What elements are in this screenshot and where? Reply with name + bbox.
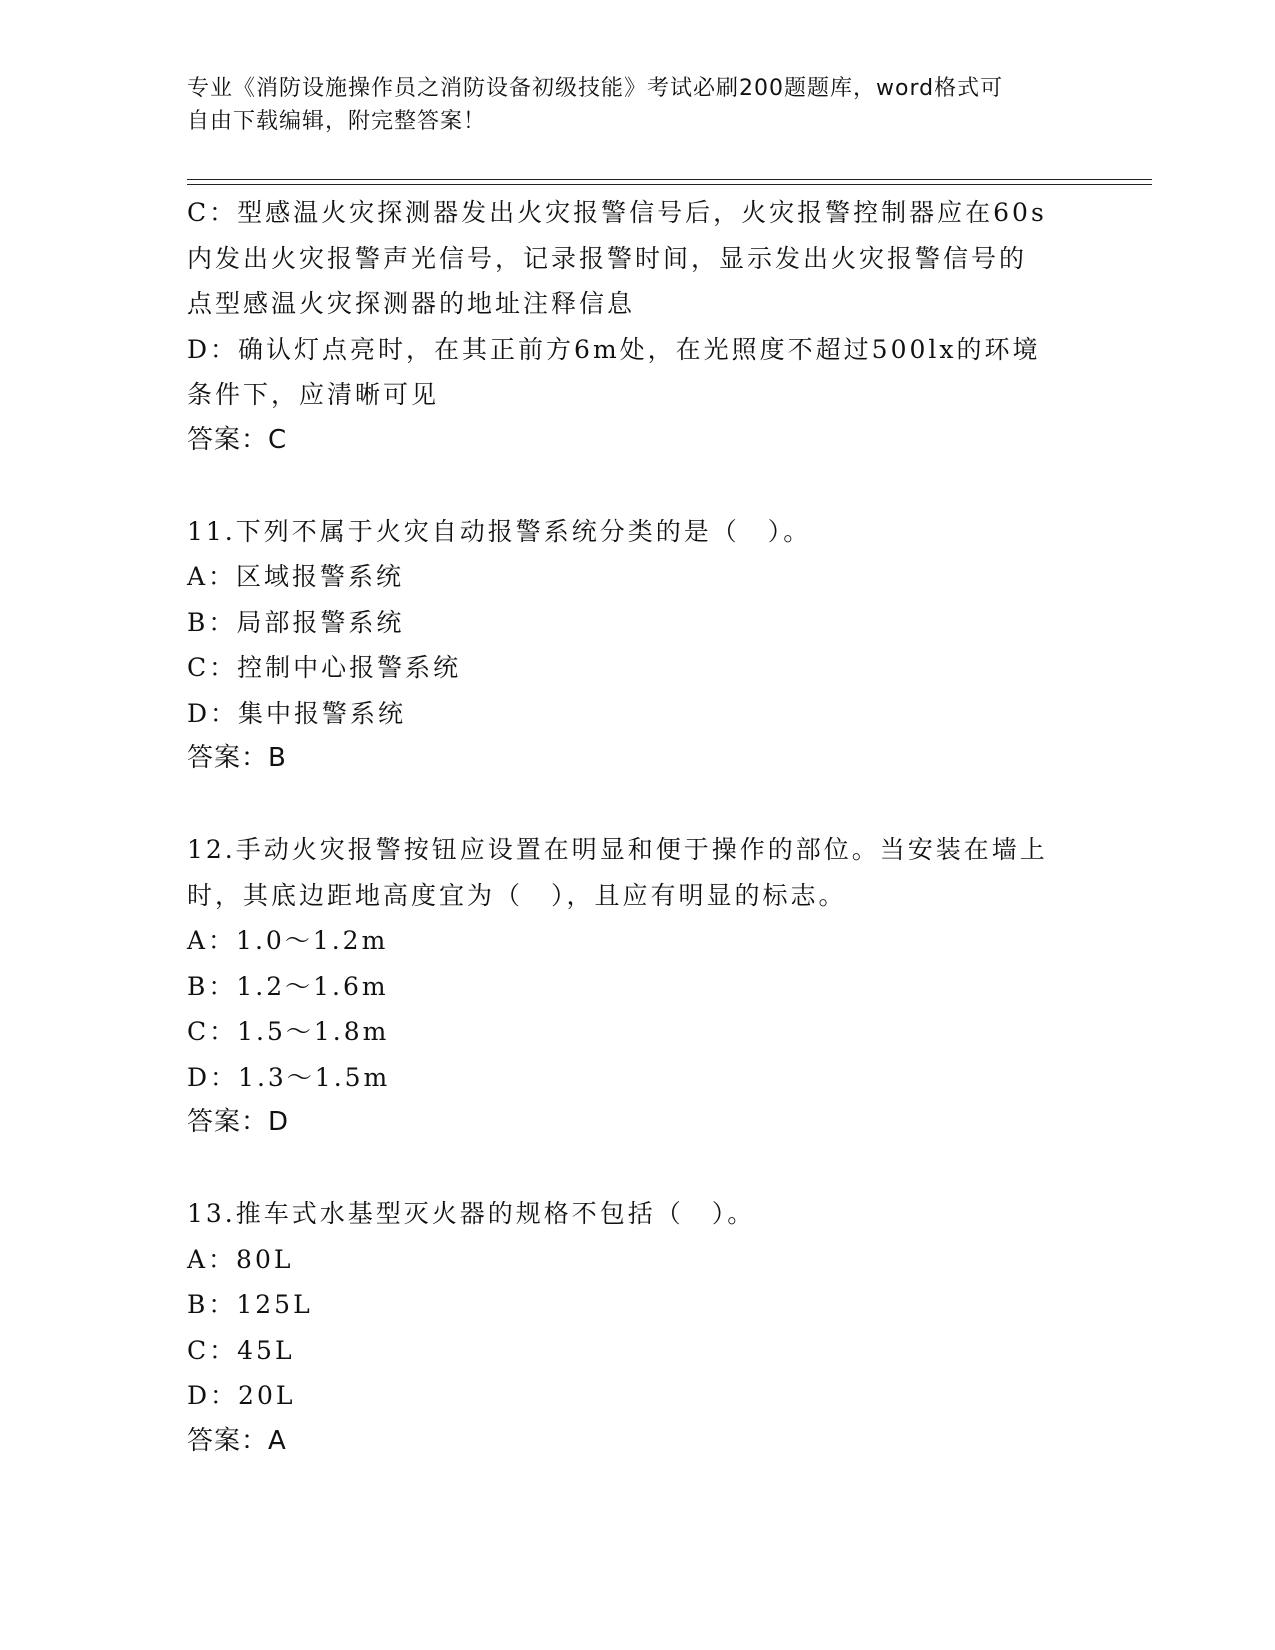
option-c-line: 点型感温火灾探测器的地址注释信息 <box>187 289 636 318</box>
question-12 <box>187 827 1077 1146</box>
option-c: C：45L <box>187 1335 295 1365</box>
option-d: D：集中报警系统 <box>187 698 407 728</box>
question-11 <box>187 509 1077 782</box>
option-d-line: D：确认灯点亮时，在其正前方6m处，在光照度不超过500lx的环境 <box>187 334 1041 364</box>
question-content <box>187 190 1077 1464</box>
question-13 <box>187 1191 1077 1464</box>
option-c-line: 内发出火灾报警声光信号，记录报警时间，显示发出火灾报警信号的 <box>187 243 1028 273</box>
option-a: A：80L <box>187 1244 294 1274</box>
option-c-line: C：型感温火灾探测器发出火灾报警信号后，火灾报警控制器应在60s <box>187 198 1047 227</box>
spacer <box>187 782 1077 828</box>
question-stem: 12.手动火灾报警按钮应设置在明显和便于操作的部位。当安装在墙上 <box>187 835 1048 864</box>
answer-line: 答案：C <box>187 424 288 455</box>
header-line-2: 自由下载编辑，附完整答案！ <box>187 109 487 134</box>
prev-question-block <box>187 190 1077 463</box>
option-d-line: 条件下，应清晰可见 <box>187 380 440 409</box>
answer-line: 答案：D <box>187 1107 290 1137</box>
spacer <box>187 463 1077 509</box>
answer-line: 答案：A <box>187 1425 287 1456</box>
spacer <box>187 1146 1077 1192</box>
question-stem: 时，其底边距地高度宜为（ ），且应有明显的标志。 <box>187 880 847 910</box>
question-stem: 13.推车式水基型灭火器的规格不包括（ ）。 <box>187 1199 756 1228</box>
header-line-1: 专业《消防设施操作员之消防设备初级技能》考试必刷200题题库，word格式可 <box>187 76 1004 101</box>
document-header <box>187 72 1087 138</box>
option-b: B：局部报警系统 <box>187 607 405 637</box>
option-a: A：区域报警系统 <box>187 562 405 591</box>
header-divider-top <box>187 179 1152 180</box>
option-c: C：1.5～1.8m <box>187 1017 390 1046</box>
option-d: D：20L <box>187 1381 296 1410</box>
question-stem: 11.下列不属于火灾自动报警系统分类的是（ ）。 <box>187 516 812 546</box>
option-b: B：1.2～1.6m <box>187 971 389 1001</box>
option-c: C：控制中心报警系统 <box>187 653 462 682</box>
option-d: D：1.3～1.5m <box>187 1062 391 1092</box>
option-a: A：1.0～1.2m <box>187 926 389 955</box>
answer-line: 答案：B <box>187 743 287 773</box>
header-divider-bottom <box>187 184 1152 185</box>
option-b: B：125L <box>187 1290 313 1319</box>
